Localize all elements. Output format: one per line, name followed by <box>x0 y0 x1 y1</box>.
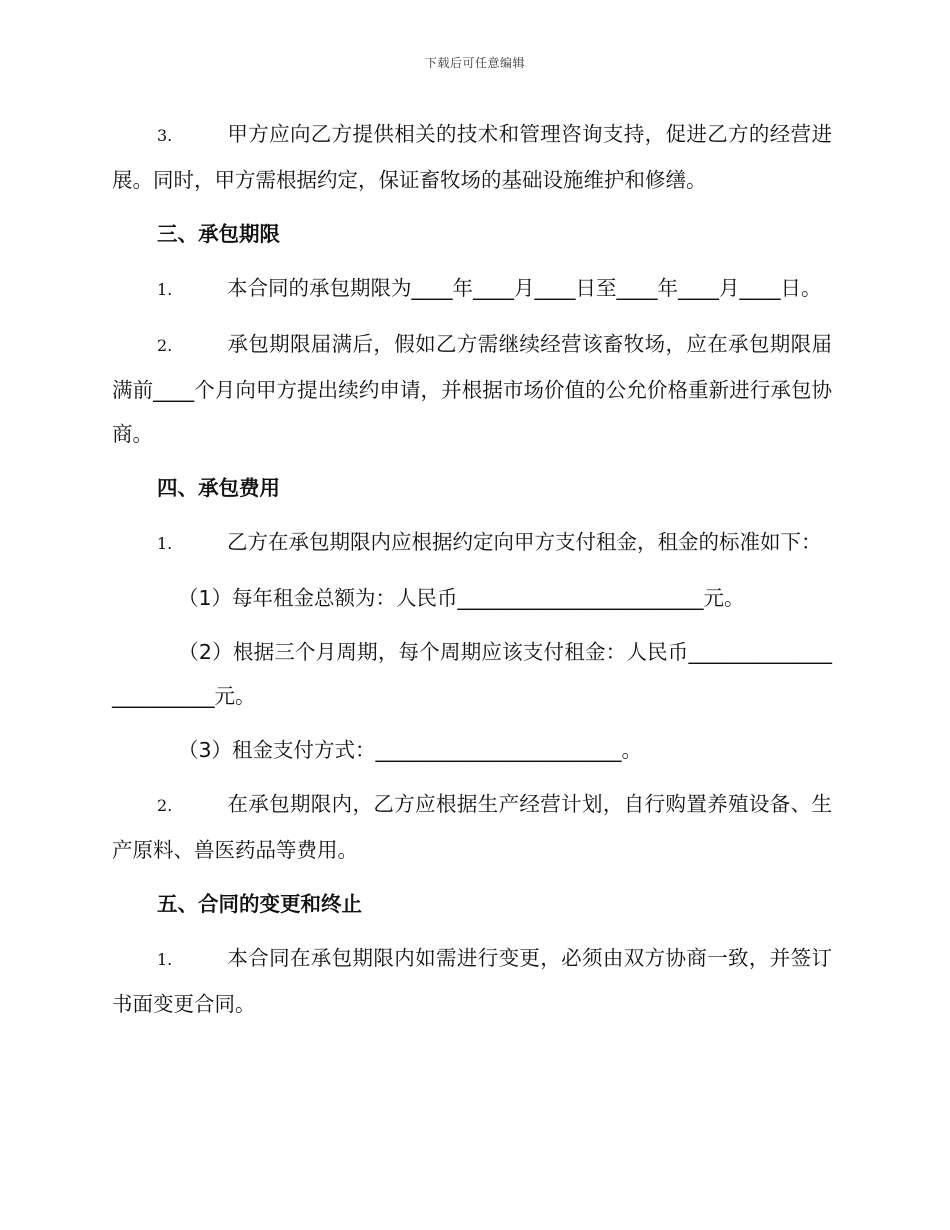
fee-sub-item-1: （1）每年租金总额为：人民币________________________元。 <box>178 586 745 610</box>
fee-clause-1 <box>112 520 832 566</box>
clause-number: 1. <box>157 280 173 299</box>
section-heading-fee: 四、承包费用 <box>157 476 280 500</box>
clause-number: 2. <box>157 796 173 815</box>
clause-text: 在承包期限内，乙方应根据生产经营计划，自行购置养殖设备、生产原料、兽医药品等费用。 <box>112 792 832 862</box>
fee-sub-item-2 <box>112 630 832 718</box>
document-body <box>112 112 832 1036</box>
change-clause-1 <box>112 936 832 1026</box>
page-header: 下载后可任意编辑 <box>424 56 525 70</box>
clause-text: 承包期限届满后，假如乙方需继续经营该畜牧场，应在承包期限届满前____个月向甲方提出续约申请，并根据市场价值的公允价格重新进行承包协商。 <box>112 332 832 446</box>
clause-text: 本合同在承包期限内如需进行变更，必须由双方协商一致，并签订书面变更合同。 <box>112 946 832 1016</box>
sub-item-text: （2）根据三个月周期，每个周期应该支付租金：人民币________________________元。 <box>112 640 832 708</box>
clause-3 <box>112 112 832 202</box>
fee-sub-item-3: （3）租金支付方式：________________________。 <box>178 738 643 762</box>
clause-number: 1. <box>157 534 173 553</box>
clause-number: 3. <box>157 126 173 145</box>
section-heading-term: 三、承包期限 <box>157 222 280 246</box>
clause-number: 1. <box>157 950 173 969</box>
clause-number: 2. <box>157 336 173 355</box>
clause-text: 乙方在承包期限内应根据约定向甲方支付租金，租金的标准如下： <box>227 530 822 554</box>
clause-text: 本合同的承包期限为____年____月____日至____年____月____日。 <box>227 276 822 300</box>
term-clause-2 <box>112 322 832 456</box>
section-heading-change: 五、合同的变更和终止 <box>157 892 362 916</box>
term-clause-1 <box>112 266 832 312</box>
fee-clause-2 <box>112 782 832 872</box>
clause-text: 甲方应向乙方提供相关的技术和管理咨询支持，促进乙方的经营进展。同时，甲方需根据约定，保证畜牧场的基础设施维护和修缮。 <box>112 122 832 192</box>
